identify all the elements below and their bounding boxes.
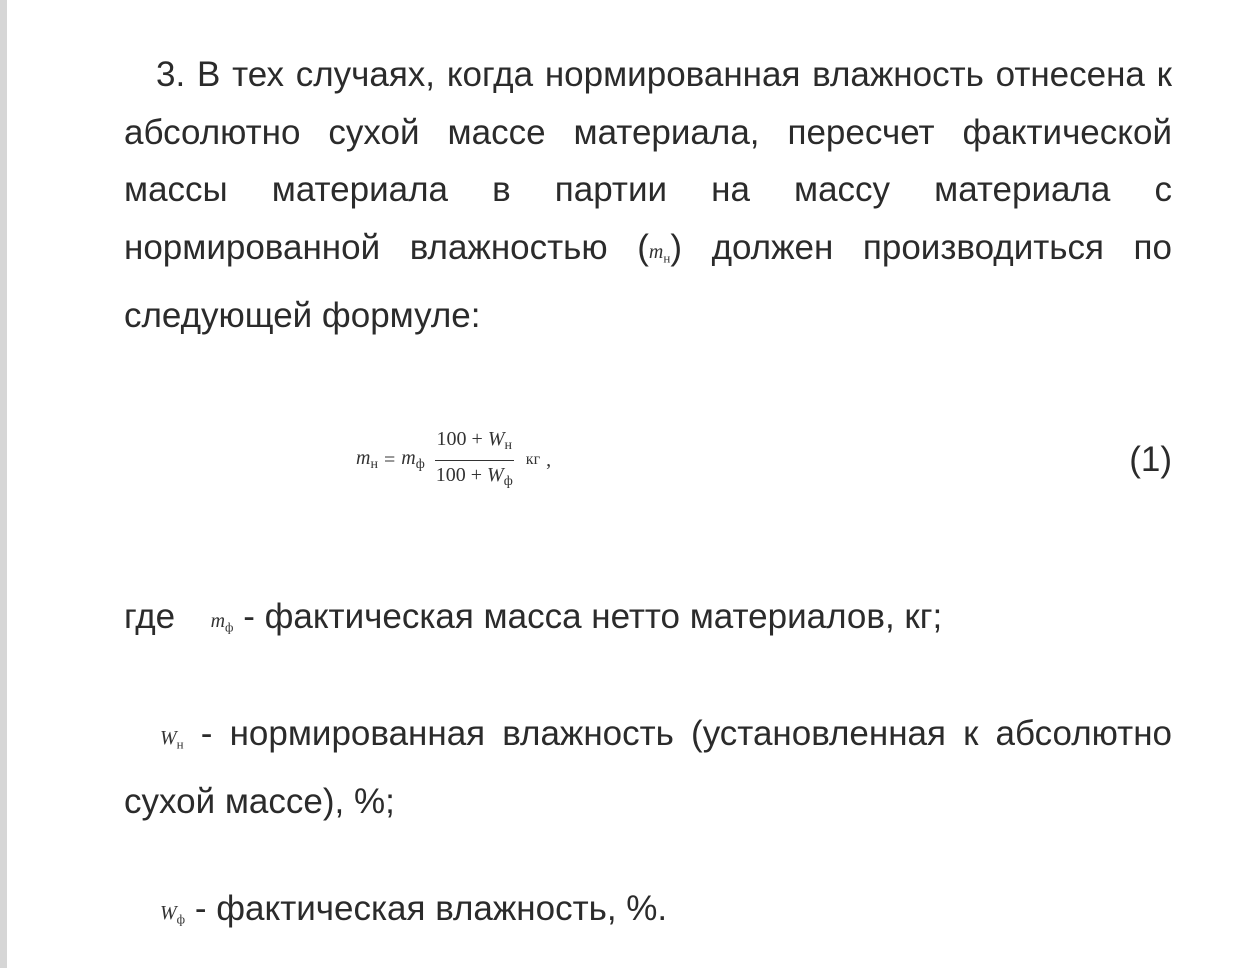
formula-1	[356, 420, 551, 500]
equation-number: (1)	[1129, 440, 1172, 479]
symbol-w-f: $W_ф$	[160, 902, 186, 927]
formula-lhs: $m_н$	[356, 447, 378, 472]
definition-w-n-text: - нормированная влажность (установленная к абсолютно сухой массе), %;	[124, 714, 1172, 822]
definition-w-f-text: - фактическая влажность, %.	[194, 889, 668, 928]
formula-fraction	[434, 427, 515, 494]
definition-m-f-text: - фактическая масса нетто материалов, кг;	[243, 597, 943, 636]
definition-lead-word: где	[124, 597, 176, 636]
formula-m-f: $m_ф$	[401, 447, 425, 472]
paragraph-3: 3. В тех случаях, когда нормированная влажность отнесена к абсолютно сухой массе материала, пересчет фактической массы материала в партии на массу материала с нормированной влажностью $(m_н)$ должен производиться по следующей формуле:	[124, 55, 1172, 335]
page-left-border	[0, 0, 7, 968]
formula-row	[124, 420, 1172, 500]
formula-denominator: $100 + W_ф$	[435, 463, 513, 489]
symbol-m-n-inline: $m_н$	[648, 240, 671, 266]
formula-numerator: $100 + W_н$	[435, 427, 514, 461]
document-body	[124, 46, 1172, 344]
paragraph-3-text: 3. В тех случаях, когда нормированная влажность отнесена к абсолютно сухой массе материала, пересчет фактической массы материала в партии на массу материала с нормированной влажностью	[124, 55, 1172, 267]
definition-w-n	[124, 705, 1172, 831]
formula-trailing-comma: ,	[546, 448, 552, 471]
formula-equals: =	[383, 448, 396, 471]
symbol-w-n: $W_н$	[160, 727, 184, 752]
paragraph-3-end-text: должен производиться по следующей формуле:	[124, 227, 1172, 335]
definition-m-f	[124, 588, 1172, 656]
definition-w-f	[124, 880, 1172, 948]
symbol-m-f: $m_ф$	[210, 610, 234, 635]
formula-unit: кг	[525, 451, 541, 468]
